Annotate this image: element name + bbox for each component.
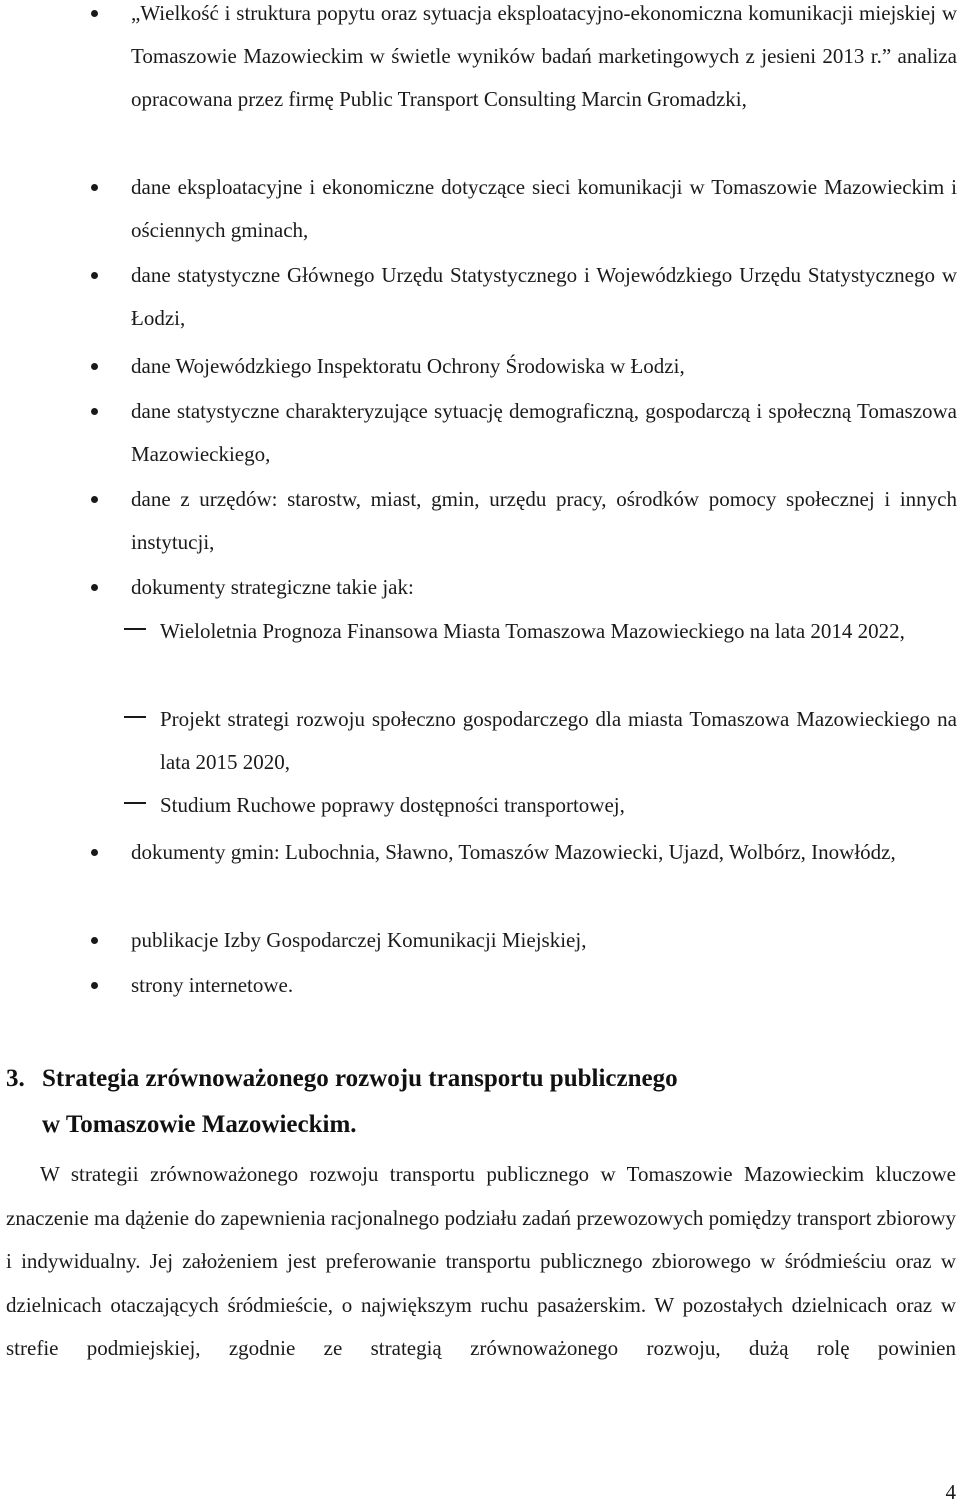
bullet-icon bbox=[91, 982, 98, 989]
sub-list-item: Studium Ruchowe poprawy dostępności transportowej, bbox=[160, 793, 625, 817]
sub-list-item: Wieloletnia Prognoza Finansowa Miasta Tomaszowa Mazowieckiego na lata 2014 2022, bbox=[160, 619, 905, 643]
page-number: 4 bbox=[945, 1480, 956, 1504]
bullet-icon bbox=[91, 584, 98, 591]
dash-bullet-icon bbox=[124, 628, 146, 630]
bullet-icon bbox=[91, 408, 98, 415]
body-paragraph bbox=[6, 1153, 956, 1371]
list-item: dane statystyczne charakteryzujące sytuację demograficzną, gospodarczą i społeczną Tomaszowa Mazowieckiego, bbox=[131, 399, 957, 466]
list-item: publikacje Izby Gospodarczej Komunikacji Miejskiej, bbox=[131, 928, 587, 952]
list-item: dane eksploatacyjne i ekonomiczne dotyczące sieci komunikacji w Tomaszowie Mazowieckim i ościennych gminach, bbox=[131, 175, 957, 242]
dash-bullet-icon bbox=[124, 802, 146, 804]
dash-bullet-icon bbox=[124, 716, 146, 718]
section-number: 3. bbox=[6, 1065, 25, 1092]
sub-list-item: Projekt strategi rozwoju społeczno gospodarczego dla miasta Tomaszowa Mazowieckiego na lata 2015 2020, bbox=[160, 707, 957, 774]
list-item: dokumenty gmin: Lubochnia, Sławno, Tomaszów Mazowiecki, Ujazd, Wolbórz, Inowłódz, bbox=[131, 840, 896, 864]
bullet-icon bbox=[91, 849, 98, 856]
list-item: strony internetowe. bbox=[131, 973, 294, 997]
section-title-line1: Strategia zrównoważonego rozwoju transportu publicznego bbox=[42, 1065, 678, 1092]
bullet-icon bbox=[91, 937, 98, 944]
bullet-icon bbox=[91, 272, 98, 279]
bullet-icon bbox=[91, 184, 98, 191]
section-title-line2: w Tomaszowie Mazowieckim. bbox=[42, 1111, 357, 1138]
bullet-icon bbox=[91, 10, 98, 17]
list-item: dokumenty strategiczne takie jak: bbox=[131, 575, 414, 599]
list-item: dane Wojewódzkiego Inspektoratu Ochrony Środowiska w Łodzi, bbox=[131, 354, 685, 378]
list-item: „Wielkość i struktura popytu oraz sytuacja eksploatacyjno-ekonomiczna komunikacji miejskiej w Tomaszowie Mazowieckim w świetle wyników badań marketingowych z jesieni 2013 r.” analiza opracowana przez firmę Public Transport Consulting Marcin Gromadzki, bbox=[131, 1, 957, 111]
list-item: dane statystyczne Głównego Urzędu Statystycznego i Wojewódzkiego Urzędu Statystycznego w Łodzi, bbox=[131, 263, 957, 330]
list-item: dane z urzędów: starostw, miast, gmin, urzędu pracy, ośrodków pomocy społecznej i innych instytucji, bbox=[131, 487, 957, 554]
paragraph-text: W strategii zrównoważonego rozwoju transportu publicznego w Tomaszowie Mazowieckim kluczowe znaczenie ma dążenie do zapewnienia racjonalnego podziału zadań przewozowych pomiędzy transport zbiorowy i indywidualny. Jej założeniem jest preferowanie transportu publicznego zbiorowego w śródmieściu oraz w dzielnicach otaczających śródmieście, o największym ruchu pasażerskim. W pozostałych dzielnicach oraz w strefie podmiejskiej, zgodnie ze strategią zrównoważonego rozwoju, dużą rolę powinien bbox=[6, 1162, 956, 1361]
bullet-icon bbox=[91, 496, 98, 503]
bullet-icon bbox=[91, 363, 98, 370]
